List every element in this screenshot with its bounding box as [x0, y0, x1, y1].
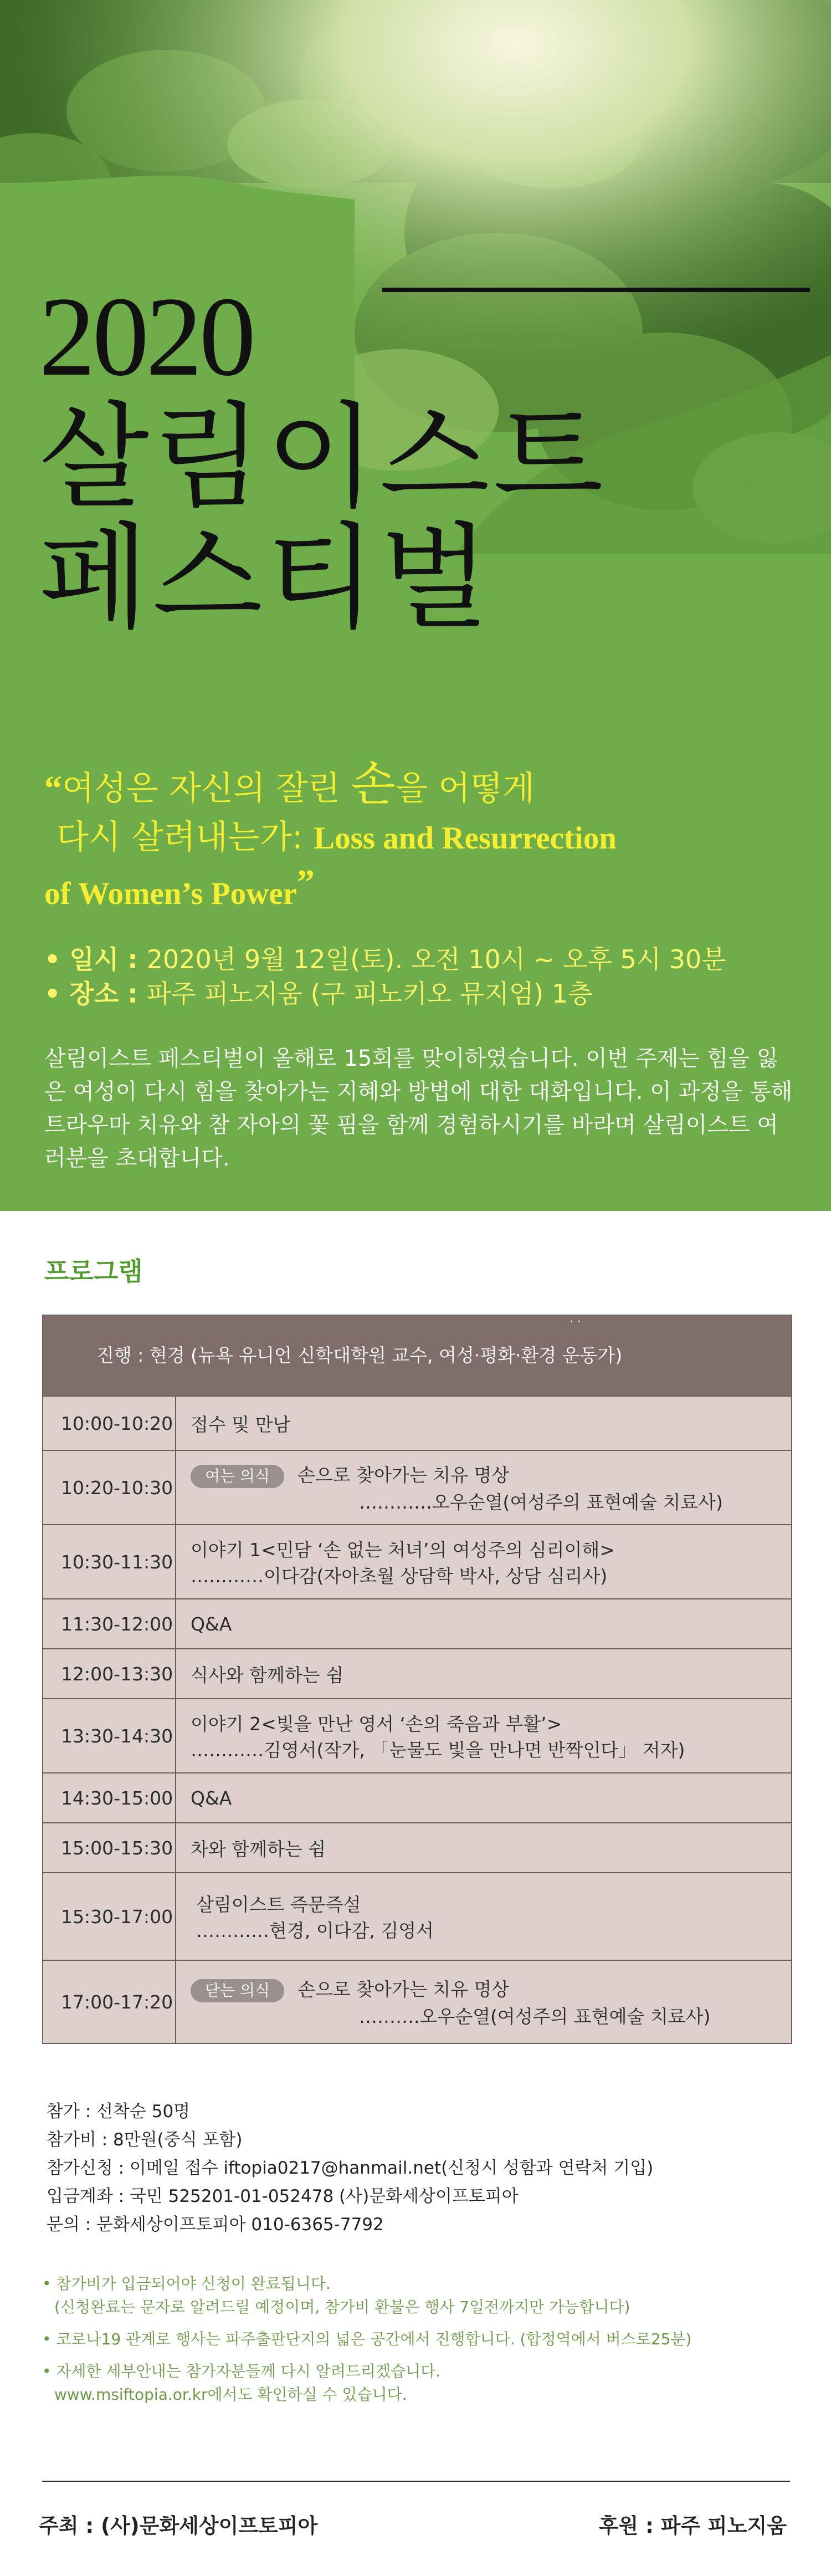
row-time: 10:30-11:30: [43, 1525, 176, 1598]
quote-ko-line1-a: 여성은 자신의 잘린: [62, 769, 351, 808]
closing-ritual-badge: 닫는 의식: [191, 1979, 284, 2002]
row-speaker: ……….오우순열(여성주의 표현예술 치료사): [359, 2005, 711, 2027]
note-website: www.msiftopia.or.kr에서도 확인하실 수 있습니다.: [54, 2385, 407, 2404]
program-heading: 프로그램: [44, 1256, 143, 1286]
sponsor: 후원 : 파주 피노지움: [598, 2514, 787, 2538]
row-time: 15:00-15:30: [43, 1823, 176, 1872]
moderator-text: 진행 : 현경 (뉴욕 유니언 신학대학원 교수, 여성·평화·환경 운동가): [96, 1345, 623, 1366]
note-covid: • 코로나19 관계로 행사는 파주출판단지의 넓은 공간에서 진행합니다. (합정역에서 버스로25분): [42, 2330, 692, 2348]
row-title: 이야기 1<민담 ‘손 없는 처녀’의 여성주의 심리이해>: [191, 1539, 615, 1561]
row-speaker: …………이다감(자아초월 상담학 박사, 상담 심리사): [191, 1565, 608, 1587]
row-title: Q&A: [191, 1787, 232, 1809]
organizer: 주최 : (사)문화세상이프토피아: [39, 2514, 318, 2538]
table-row: [43, 1960, 791, 2043]
place-value: 파주 피노지움 (구 피노키오 뮤지엄) 1층: [146, 979, 593, 1009]
row-time: 10:20-10:30: [43, 1451, 176, 1524]
row-title: 이야기 2<빛을 만난 영서 ‘손의 죽음과 부활’>: [191, 1713, 562, 1735]
header-dots: · ·: [570, 1315, 581, 1329]
theme-quote: [44, 759, 809, 913]
quote-ko-line1-b: 을 어떻게: [396, 769, 535, 808]
row-title: Q&A: [191, 1613, 232, 1635]
contact-text: 문의 : 문화세상이프토피아 010-6365-7792: [47, 2215, 384, 2235]
row-speaker: …………현경, 이다감, 김영서: [196, 1920, 434, 1941]
program-moderator: [43, 1316, 791, 1396]
opening-ritual-badge: 여는 의식: [191, 1465, 284, 1488]
note-details: • 자세한 세부안내는 참가자분들께 다시 알려드리겠습니다.: [42, 2362, 441, 2380]
intro-paragraph: 살림이스트 페스티벌이 올해로 15회를 맞이하였습니다. 이번 주제는 힘을 잃은 여성이 다시 힘을 찾아가는 지혜와 방법에 대한 대화입니다. 이 과정을 통해 트라우마 치유와 참 자아의 꽃 핌을 함께 경험하시기를 바라며 살림이스트 여러분을 초대합니다.: [44, 1046, 793, 1171]
table-row: [43, 1872, 791, 1960]
table-row: [43, 1396, 791, 1450]
row-time: 11:30-12:00: [43, 1599, 176, 1648]
event-date: [44, 942, 726, 977]
notes: [42, 2272, 691, 2415]
date-value: 2020년 9월 12일(토). 오전 10시 ~ 오후 5시 30분: [146, 944, 726, 974]
note-payment: • 참가비가 입금되어야 신청이 완료됩니다.: [42, 2275, 331, 2293]
row-time: 17:00-17:20: [43, 1961, 176, 2043]
table-row: [43, 1772, 791, 1822]
date-label: • 일시 :: [44, 944, 147, 974]
row-time: 15:30-17:00: [43, 1873, 176, 1960]
fee-text: 참가비 : 8만원(중식 포함): [47, 2130, 243, 2150]
title-year: 2020: [39, 274, 253, 400]
row-title: 손으로 찾아가는 치유 명상: [297, 1979, 510, 2001]
place-label: • 장소 :: [44, 979, 147, 1009]
table-row: [43, 1822, 791, 1872]
row-title: 손으로 찾아가는 치유 명상: [297, 1464, 510, 1486]
quote-ko-line2: 다시 살려내는가:: [57, 818, 314, 857]
registration-details: [47, 2098, 653, 2239]
table-row: [43, 1648, 791, 1698]
quote-highlight-word: 손: [350, 757, 396, 811]
quote-open-mark: “: [44, 768, 62, 807]
row-time: 10:00-10:20: [43, 1397, 176, 1450]
title-line-2: 페스티벌: [39, 512, 493, 645]
poster-hero: [0, 0, 831, 1211]
row-title: 차와 함께하는 쉼: [191, 1838, 326, 1860]
row-time: 13:30-14:30: [43, 1699, 176, 1772]
row-speaker: …………오우순열(여성주의 표현예술 치료사): [359, 1491, 723, 1513]
table-row: [43, 1450, 791, 1524]
row-time: 12:00-13:30: [43, 1649, 176, 1698]
row-speaker: …………김영서(작가, 「눈물도 빛을 만나면 반짝인다」 저자): [191, 1739, 685, 1761]
row-title: 살림이스트 즉문즉설: [196, 1894, 361, 1915]
program-table: [42, 1315, 792, 2044]
quote-en-line2: of Women’s Power: [44, 876, 297, 911]
application-text: 참가신청 : 이메일 접수 iftopia0217@hanmail.net(신청시 성함과 연락처 기입): [47, 2158, 654, 2178]
festival-title: [39, 274, 607, 645]
row-title: 식사와 함께하는 쉼: [191, 1664, 344, 1686]
quote-en-line1: Loss and Resurrection: [314, 821, 617, 856]
capacity-text: 참가 : 선착순 50명: [47, 2102, 191, 2122]
event-info: [44, 942, 726, 1011]
event-place: [44, 977, 726, 1011]
row-title: 접수 및 만남: [191, 1413, 291, 1435]
table-row: [43, 1598, 791, 1648]
title-line-1: 살림이스트: [39, 391, 607, 524]
row-time: 14:30-15:00: [43, 1773, 176, 1822]
table-row: [43, 1698, 791, 1772]
footer-divider: [42, 2481, 790, 2482]
table-row: [43, 1524, 791, 1598]
bank-account-text: 입금계좌 : 국민 525201-01-052478 (사)문화세상이프토피아: [47, 2186, 519, 2206]
quote-close-mark: ”: [296, 862, 315, 902]
note-payment-detail: (신청완료는 문자로 알려드릴 예정이며, 참가비 환불은 행사 7일전까지만 가능합니다): [54, 2298, 630, 2316]
